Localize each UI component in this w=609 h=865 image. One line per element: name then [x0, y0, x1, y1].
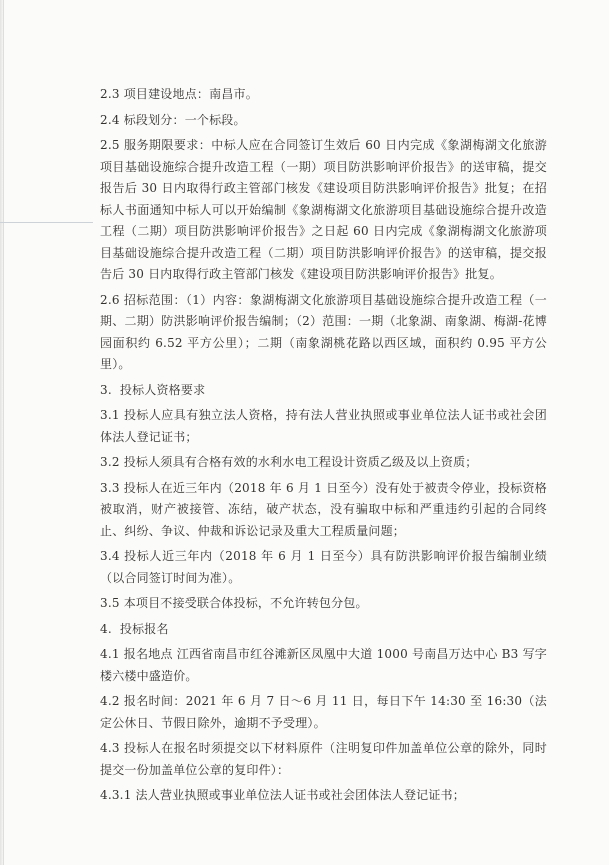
paragraph-4-3-1: 4.3.1 法人营业执照或事业单位法人证书或社会团体法人登记证书； — [100, 788, 465, 802]
paragraph-2-5: 2.5 服务期限要求：中标人应在合同签订生效后 60 日内完成《象湖梅湖文化旅游项目基础设施综合提升改造工程（一期）项目防洪影响评价报告》的送审稿，提交报告后 30 日内取得行政主管部门核发《建设项目防洪影响评价报告》批复；在招标人书面通知中标人可以开始编制《象湖梅湖文化旅游项目基础设施综合提升改造工程（二期）项目防洪影响评价报告》之日起 60 日内完成《象湖梅湖文化旅游项目基础设施综合提升改造工程（二期）项目防洪影响评价报告》的送审稿，提交报告后 30 日内取得行政主管部门核发《建设项目防洪影响评价报告》批复。 — [100, 138, 547, 281]
paragraph-3-5: 3.5 本项目不接受联合体投标，不允许转包分包。 — [100, 596, 368, 610]
paragraph-2-6: 2.6 招标范围：（1）内容：象湖梅湖文化旅游项目基础设施综合提升改造工程（一期、二期）防洪影响评价报告编制；（2）范围：一期（北象湖、南象湖、梅湖-花博园面积约 6.52 平方公里）；二期（南象湖桃花路以西区域，面积约 0.95 平方公里）。 — [100, 292, 547, 371]
paragraph-4-3: 4.3 投标人在报名时须提交以下材料原件（注明复印件加盖单位公章的除外，同时提交一份加盖单位公章的复印件）： — [100, 741, 547, 777]
paragraph-4-1: 4.1 报名地点 江西省南昌市红谷滩新区凤凰中大道 1000 号南昌万达中心 B3 写字楼六楼中盛造价。 — [100, 647, 547, 683]
scan-edge-line — [3, 0, 4, 865]
heading-3: 3. 投标人资格要求 — [100, 382, 206, 397]
heading-4: 4. 投标报名 — [100, 621, 169, 636]
paragraph-3-1: 3.1 投标人应具有独立法人资格，持有法人营业执照或事业单位法人证书或社会团体法人登记证书； — [100, 408, 547, 444]
paragraph-2-3: 2.3 项目建设地点：南昌市。 — [100, 87, 258, 101]
document-body — [100, 84, 547, 811]
paragraph-4-2: 4.2 报名时间：2021 年 6 月 7 日～6 月 11 日，每日下午 14:30 至 16:30（法定公休日、节假日除外，逾期不予受理）。 — [100, 694, 547, 730]
paragraph-2-4: 2.4 标段划分：一个标段。 — [100, 112, 246, 127]
scan-streak-artifact — [0, 222, 93, 223]
paragraph-3-3: 3.3 投标人在近三年内（2018 年 6 月 1 日至今）没有处于被责令停业，投标资格被取消，财产被接管、冻结，破产状态，没有骗取中标和严重违约引起的合同终止、纠纷、争议、仲裁和诉讼记录及重大工程质量问题； — [100, 480, 547, 538]
paragraph-3-4: 3.4 投标人近三年内（2018 年 6 月 1 日至今）具有防洪影响评价报告编制业绩（以合同签订时间为准）。 — [100, 549, 547, 585]
paragraph-3-2: 3.2 投标人须具有合格有效的水利水电工程设计资质乙级及以上资质； — [100, 455, 478, 469]
